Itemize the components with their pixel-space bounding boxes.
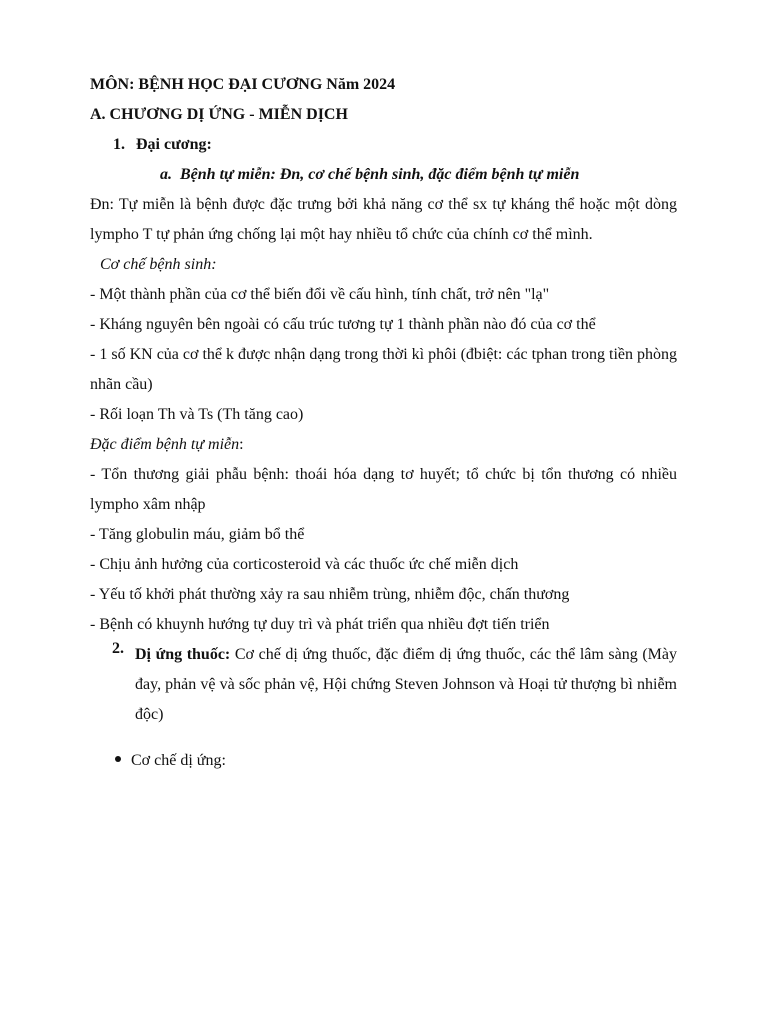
mechanism-item: - Rối loạn Th và Ts (Th tăng cao) — [90, 406, 304, 423]
item-2-number: 2. — [112, 640, 124, 657]
mechanism-item: - Kháng nguyên bên ngoài có cấu trúc tương tự 1 thành phần nào đó của cơ thể — [90, 316, 596, 333]
features-colon: : — [239, 436, 244, 453]
mechanism-heading: Cơ chế bệnh sinh: — [100, 256, 217, 273]
item-1-title: Đại cương: — [136, 136, 212, 153]
features-heading: Đặc điểm bệnh tự miễn — [90, 436, 240, 453]
bullet-item-text: Cơ chế dị ứng: — [131, 752, 226, 769]
feature-item: - Tổn thương giải phẫu bệnh: thoái hóa dạng tơ huyết; tổ chức bị tổn thương có nhiều lympho xâm nhập — [90, 466, 677, 513]
item-2-paragraph — [135, 640, 677, 730]
section-a-heading: A. CHƯƠNG DỊ ỨNG - MIỄN DỊCH — [90, 106, 348, 123]
feature-item: - Tăng globulin máu, giảm bổ thể — [90, 526, 305, 543]
bullet-item — [115, 746, 677, 776]
feature-item: - Yếu tố khởi phát thường xảy ra sau nhiễm trùng, nhiễm độc, chấn thương — [90, 586, 570, 603]
mechanism-item: - Một thành phần của cơ thể biến đổi về cấu hình, tính chất, trở nên "lạ" — [90, 286, 550, 303]
item-1-number: 1. — [113, 136, 125, 153]
item-2-block — [112, 640, 677, 730]
feature-item: - Bệnh có khuynh hướng tự duy trì và phát triển qua nhiều đợt tiến triển — [90, 616, 550, 633]
item-2-text: Cơ chế dị ứng thuốc, đặc điểm dị ứng thuốc, các thể lâm sàng (Mày đay, phản vệ và sốc phản vệ, Hội chứng Steven Johnson và Hoại tử thượng bì nhiễm độc) — [135, 646, 677, 723]
item-1a-heading — [160, 160, 677, 190]
item-1a-title: Bệnh tự miễn: Đn, cơ chế bệnh sinh, đặc điểm bệnh tự miễn — [180, 166, 580, 183]
document-title: MÔN: BỆNH HỌC ĐẠI CƯƠNG Năm 2024 — [90, 76, 396, 93]
document-content — [90, 70, 677, 792]
mechanism-item: - 1 số KN của cơ thể k được nhận dạng trong thời kì phôi (đbiệt: các tphan trong tiền phòng nhãn cầu) — [90, 346, 677, 393]
definition-paragraph: Đn: Tự miễn là bệnh được đặc trưng bởi khả năng cơ thể sx tự kháng thể hoặc một dòng lympho T tự phản ứng chống lại một hay nhiều tổ chức của chính cơ thể mình. — [90, 196, 677, 243]
item-2-title: Dị ứng thuốc: — [135, 646, 231, 663]
item-1a-number: a. — [160, 166, 172, 183]
features-heading-line — [90, 430, 677, 460]
feature-item: - Chịu ảnh hưởng của corticosteroid và các thuốc ức chế miễn dịch — [90, 556, 519, 573]
item-1-heading — [113, 130, 677, 160]
bullet-dot-icon — [115, 756, 121, 762]
